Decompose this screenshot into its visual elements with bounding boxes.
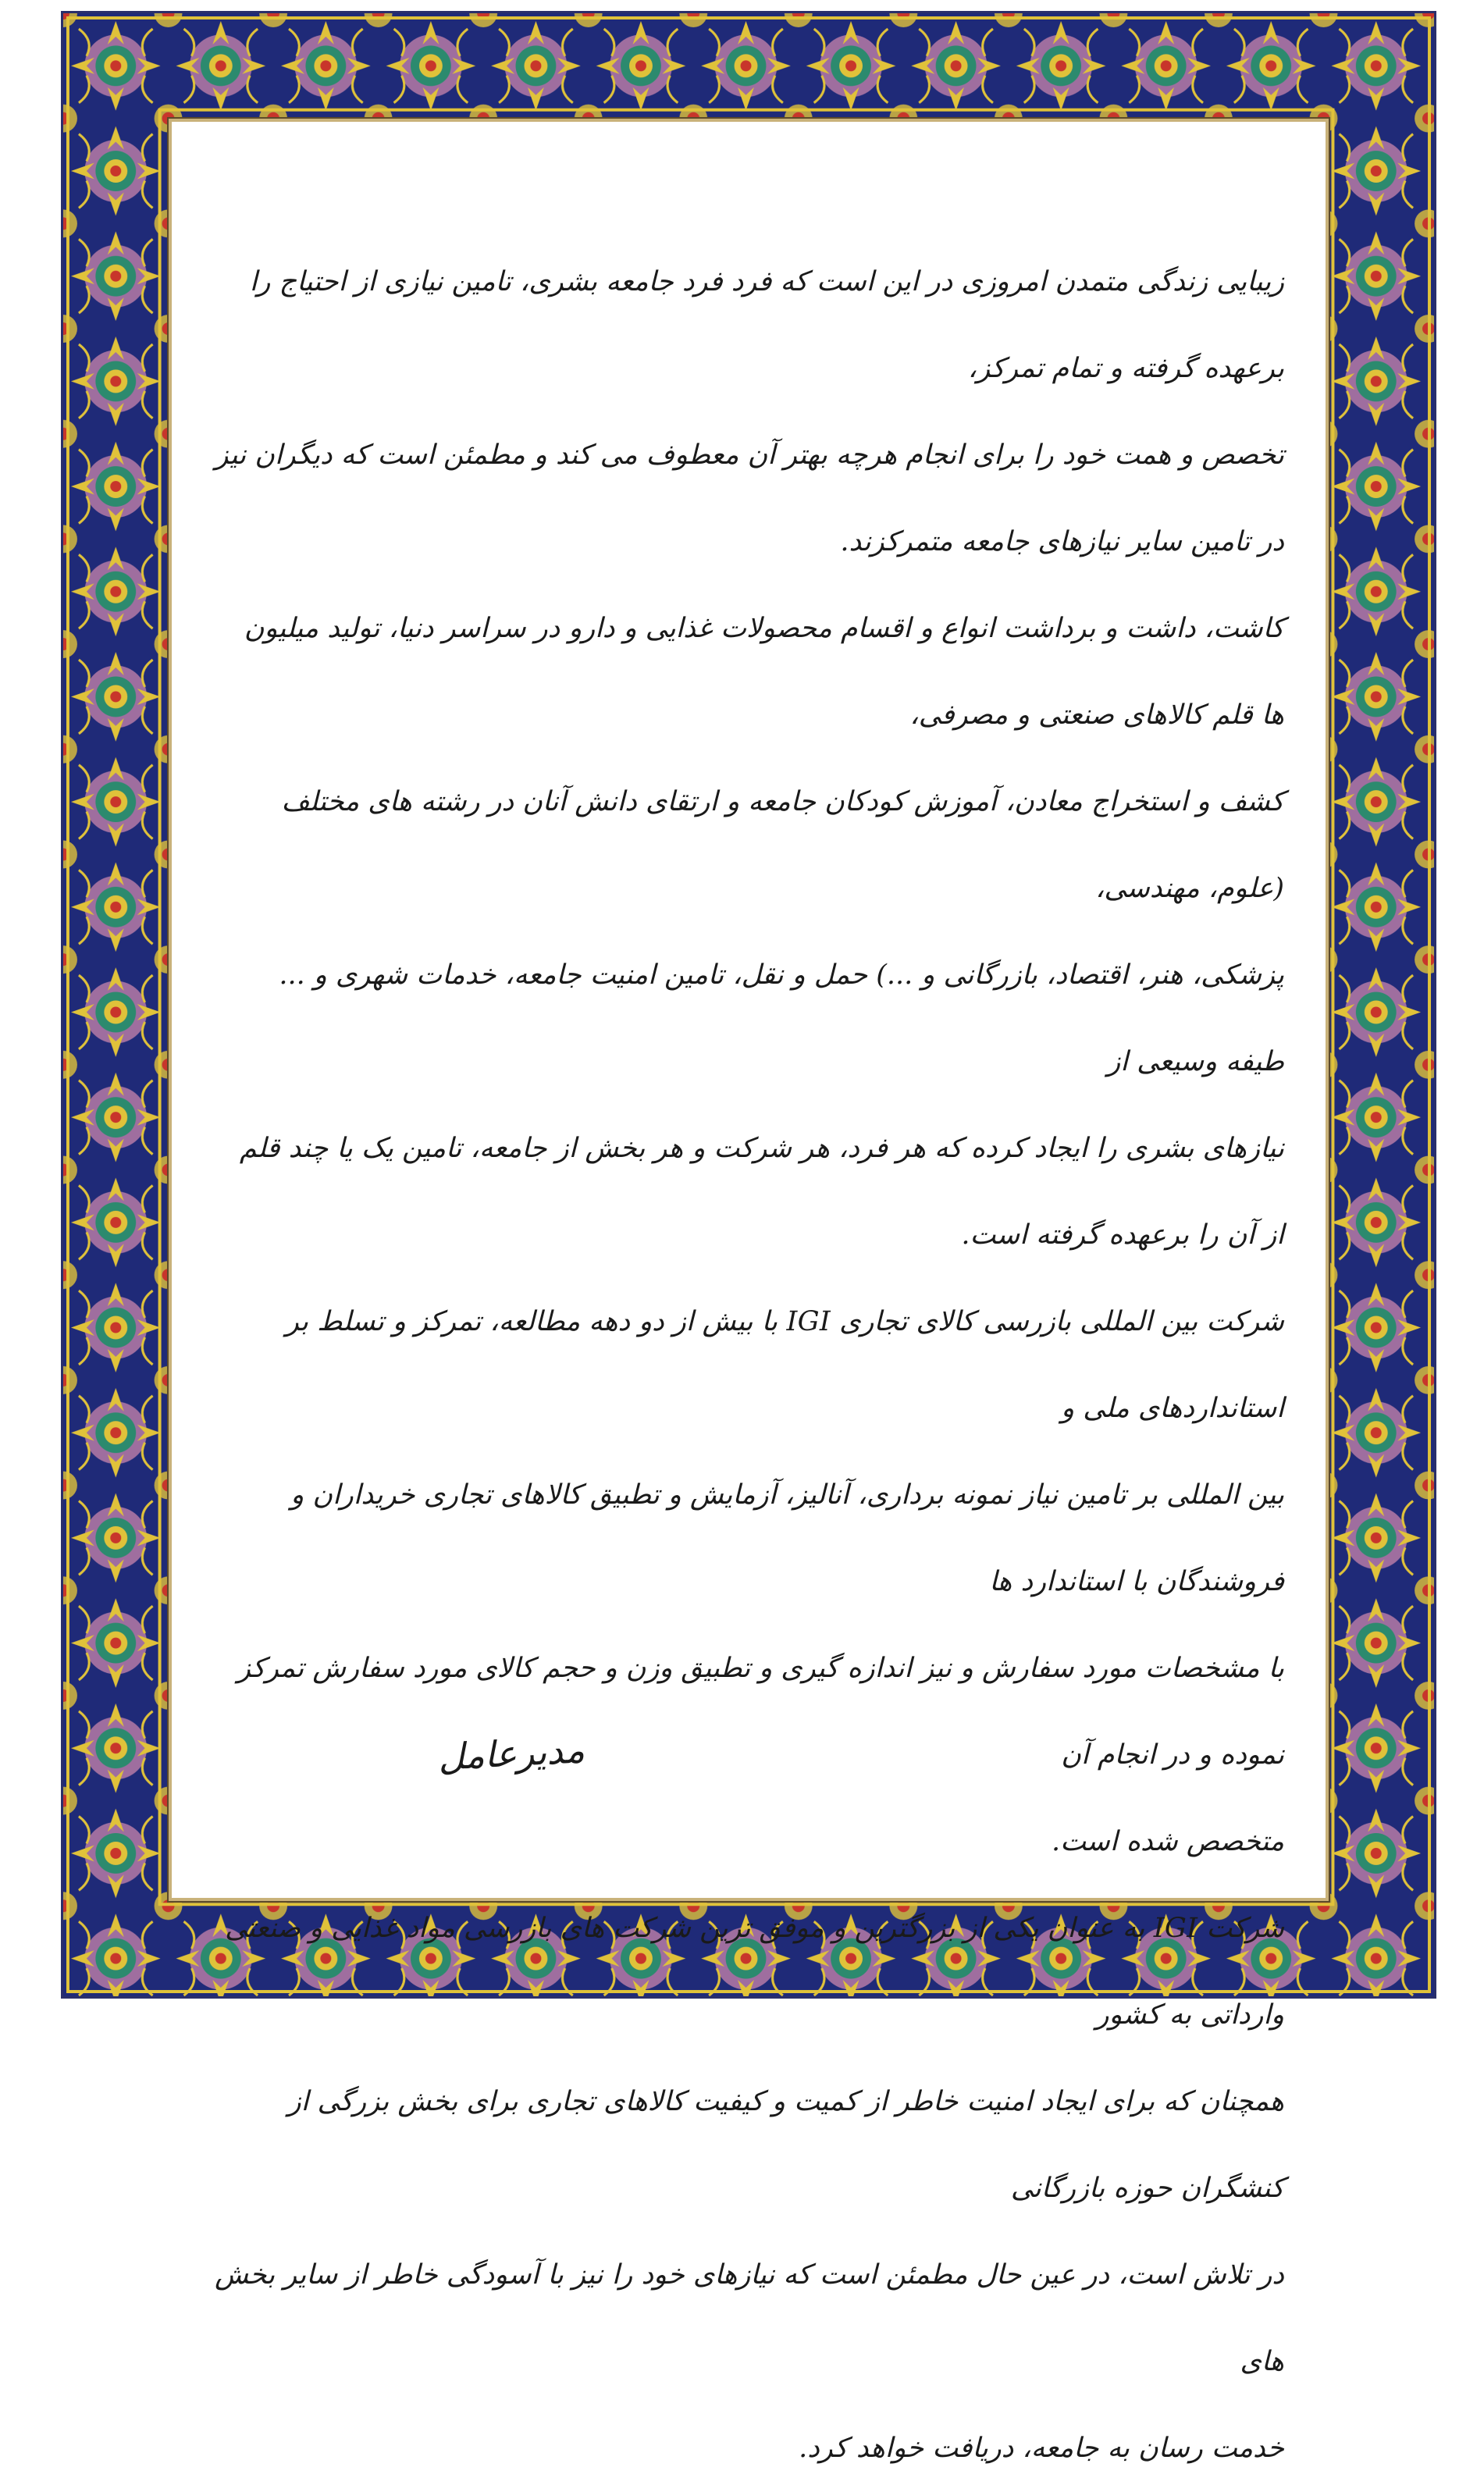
decorative-border-frame [61,11,1436,2464]
signature-title: مدیرعامل [436,1728,586,1778]
letter-paragraph-1: زیبایی زندگی متمدن امروزی در این است که فرد فرد جامعه بشری، تامین نیازی از احتیاج را برعهده گرفته و تمام تمرکز، تخصص و همت خود را برای انجام هرچه بهتر آن معطوف می کند و مطمئن است که دیگران نیز در تامین سایر نیازهای جامعه متمرکزند. کاشت، داشت و برداشت انواع و اقسام محصولات غذایی و دارو در سراسر دنیا، تولید میلیون ها قلم کالاهای صنعتی و مصرفی، کشف و استخراج معادن، آموزش کودکان جامعه و ارتقای دانش آنان در رشته های مختلف (علوم، مهندسی، پزشکی، هنر، اقتصاد، بازرگانی و ...) حمل و نقل، تامین امنیت جامعه، خدمات شهری و ... طیفه وسیعی از نیازهای بشری را ایجاد کرده که هر فرد، هر شرکت و هر بخش از جامعه، تامین یک یا چند قلم از آن را برعهده گرفته است. شرکت بین المللی بازرسی کالای تجاری IGI با بیش از دو دهه مطالعه، تمرکز و تسلط بر استانداردهای ملی و بین المللی بر تامین نیاز نمونه برداری، آنالیز، آزمایش و تطبیق کالاهای تجاری خریداران و فروشندگان با استاندارد ها با مشخصات مورد سفارش و نیز اندازه گیری و تطبیق وزن و حجم کالای مورد سفارش تمرکز نموده و در انجام آن متخصص شده است. [215,266,1284,1857]
letter-body [215,239,1284,2492]
letter-page [169,119,1329,2464]
letter-paragraph-2: شرکت IGI به عنوان یکی از بزرگترین و موفق ترین شرکت های بازرسی مواد غذایی و صنعتی وارداتی به کشور همچنان که برای ایجاد امنیت خاطر از کمیت و کیفیت کالاهای تجاری برای بخش بزرگی از کنشگران حوزه بازرگانی در تلاش است، در عین حال مطمئن است که نیازهای خود را نیز با آسودگی خاطر از سایر بخش های خدمت رسان به جامعه، دریافت خواهد کرد. [215,1913,1284,2464]
signature [376,1703,646,1803]
